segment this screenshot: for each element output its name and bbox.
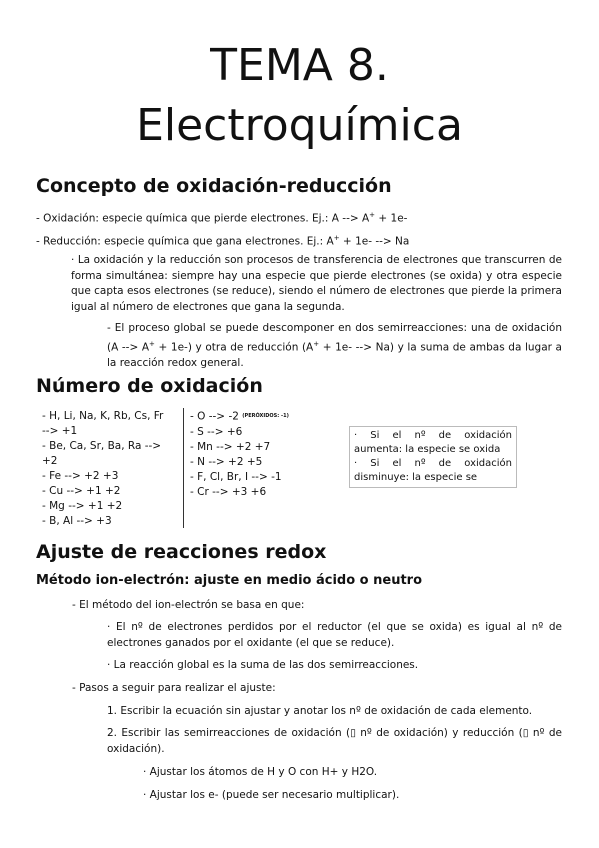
- method-point-2: · La reacción global es la suma de las dos semirreacciones.: [107, 659, 419, 671]
- ox-list-item: --> +1: [42, 425, 78, 437]
- ox-list-item-o: - O --> -2: [190, 410, 239, 423]
- step-2-sub-1: · Ajustar los átomos de H y O con H+ y H2O.: [143, 766, 378, 778]
- ox-list-item: [190, 409, 340, 425]
- semireaction-paragraph: [107, 321, 562, 371]
- semi-b: + 1e-) y otra de reducción (A: [154, 341, 314, 353]
- ox-list-item: - S --> +6: [190, 425, 243, 438]
- oxidation-definition: [36, 208, 566, 227]
- method-point-1: · El nº de electrones perdidos por el reductor (el que se oxida) es igual al nº de electrones ganados por el oxidante (el que se reduce).: [107, 621, 562, 649]
- ox-list-item: - Mg --> +1 +2: [42, 500, 123, 512]
- note-line: · Si el nº de oxidación aumenta: la especie se oxida: [354, 430, 512, 455]
- oxidation-list-right: [190, 409, 340, 500]
- ox-list-item: - F, Cl, Br, I --> -1: [190, 470, 282, 483]
- redox-paragraph: · La oxidación y la reducción son procesos de transferencia de electrones que transcurren de forma simultánea: siempre hay una especie que pierde electrones (se oxida) y otra especie que capta esos electrones (se reduce), siendo el número de electrones que pierde la primera igual al número de electrones que gana la segunda.: [71, 254, 562, 313]
- red-sup: +: [333, 234, 340, 242]
- semi-c: + 1e- --> Na) y la suma de ambas da lugar a la reacción redox general.: [107, 341, 562, 369]
- ox-prefix: - Oxidación: especie química que pierde electrones. Ej.: A --> A: [36, 212, 370, 225]
- section-heading-redox-balance: Ajuste de reacciones redox: [36, 541, 327, 563]
- peroxide-note: (PERÓXIDOS: -1): [242, 413, 289, 419]
- steps-intro: - Pasos a seguir para realizar el ajuste:: [72, 682, 276, 694]
- red-suffix: + 1e- --> Na: [339, 235, 410, 248]
- semi-sup1: +: [149, 339, 155, 348]
- page-title-line2: Electroquímica: [136, 100, 463, 151]
- method-subheading: Método ion-electrón: ajuste en medio ácido o neutro: [36, 573, 423, 588]
- ox-list-item: - Cu --> +1 +2: [42, 485, 121, 497]
- oxidation-note-box: [349, 426, 517, 488]
- semi-sup2: +: [313, 339, 320, 348]
- method-intro: - El método del ion-electrón se basa en que:: [72, 599, 305, 611]
- ox-list-item: - Mn --> +2 +7: [190, 440, 271, 453]
- note-line: · Si el nº de oxidación disminuye: la especie se: [354, 458, 512, 483]
- ox-list-item: +2: [42, 455, 58, 467]
- section-heading-oxidation-number: Número de oxidación: [36, 375, 263, 397]
- ox-list-item: - N --> +2 +5: [190, 455, 263, 468]
- ox-list-item: - Fe --> +2 +3: [42, 470, 119, 482]
- step-2: 2. Escribir las semirreacciones de oxidación (▯ nº de oxidación) y reducción (▯ nº de oxidación).: [107, 727, 562, 755]
- reduction-definition: [36, 231, 566, 250]
- page-title-line1: TEMA 8.: [210, 40, 389, 91]
- column-divider: [183, 408, 184, 528]
- oxidation-list-left: [42, 409, 182, 529]
- step-1: 1. Escribir la ecuación sin ajustar y anotar los nº de oxidación de cada elemento.: [107, 705, 533, 717]
- ox-list-item: - Cr --> +3 +6: [190, 485, 267, 498]
- ox-list-item: - Be, Ca, Sr, Ba, Ra -->: [42, 440, 162, 452]
- semi-a: - El proceso global se puede descomponer en dos semirreacciones: una de oxidación (A --> A: [107, 322, 562, 353]
- step-2-sub-2: · Ajustar los e- (puede ser necesario multiplicar).: [143, 789, 400, 801]
- section-heading-redox: Concepto de oxidación-reducción: [36, 175, 392, 197]
- red-prefix: - Reducción: especie química que gana electrones. Ej.: A: [36, 235, 334, 248]
- ox-list-item: - H, Li, Na, K, Rb, Cs, Fr: [42, 410, 164, 422]
- ox-list-item: - B, Al --> +3: [42, 515, 112, 527]
- ox-sup: +: [369, 211, 376, 219]
- ox-suffix: + 1e-: [375, 212, 408, 225]
